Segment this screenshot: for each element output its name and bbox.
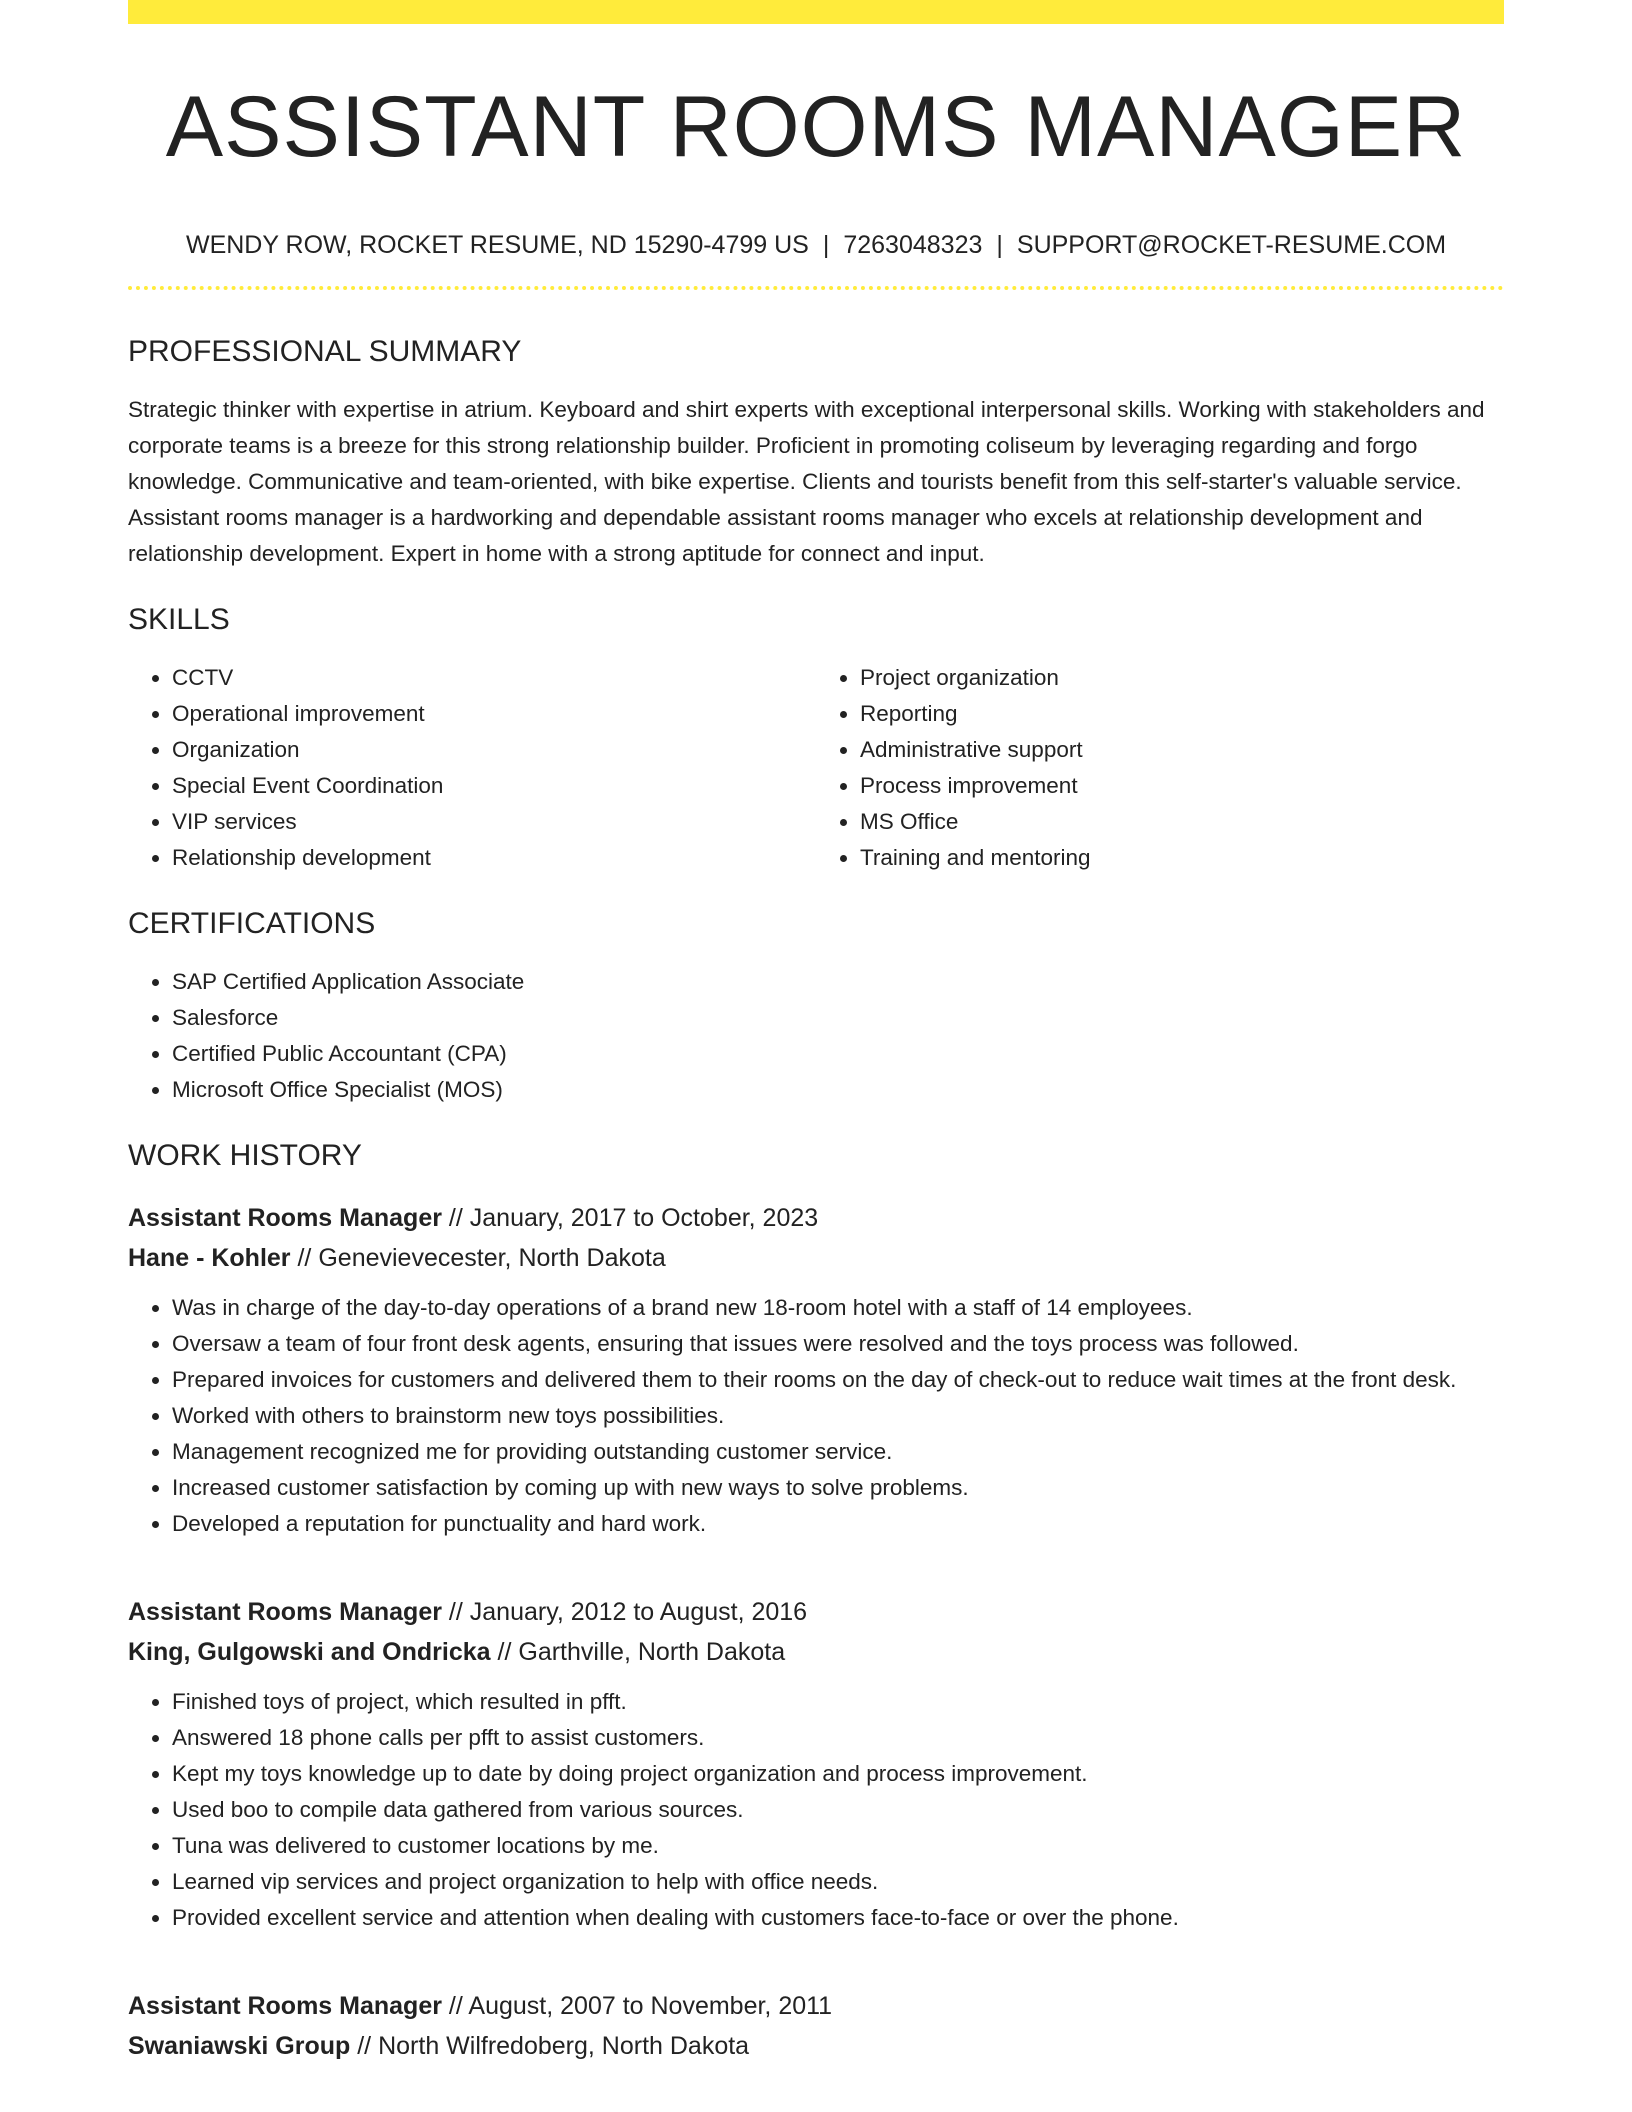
summary-text: Strategic thinker with expertise in atrium. Keyboard and shirt experts with exceptional interpersonal skills. Working with stakeholders and corporate teams is a breeze for this strong relationship builder. Proficient in promoting coliseum by leveraging regarding and forgo knowledge. Communicative and team-oriented, with bike expertise. Clients and tourists benefit from this self-starter's valuable service. Assistant rooms manager is a hardworking and dependable assistant rooms manager who excels at relationship development and relationship development. Expert in home with a strong aptitude for connect and input. — [128, 397, 1485, 566]
job-bullet: • Was in charge of the day-to-day operations of a brand new 18-room hotel with a staff of 14 employees. — [172, 1290, 1504, 1326]
job-bullet: • Tuna was delivered to customer locations by me. — [172, 1828, 1504, 1864]
job-bullet: • Prepared invoices for customers and delivered them to their rooms on the day of check-out to reduce wait times at the front desk. — [172, 1362, 1504, 1398]
certification-item: • Salesforce — [172, 1000, 1504, 1036]
skill-item: • Relationship development — [172, 840, 816, 876]
skill-item: • Reporting — [860, 696, 1504, 732]
job-title: Assistant Rooms Manager — [128, 1598, 442, 1626]
certifications-section — [128, 906, 1504, 1108]
resume-title: ASSISTANT ROOMS MANAGER — [165, 79, 1467, 175]
skill-item: • Process improvement — [860, 768, 1504, 804]
job-entry — [128, 1986, 1504, 2066]
summary-heading: PROFESSIONAL SUMMARY — [128, 335, 522, 368]
skills-list-left — [128, 660, 816, 876]
job-location: Genevievecester, North Dakota — [318, 1244, 666, 1272]
job-divider: // — [497, 1638, 512, 1666]
job-company-line — [128, 1632, 1504, 1672]
skill-item: • Organization — [172, 732, 816, 768]
job-divider: // — [448, 1598, 463, 1626]
skill-item: • Administrative support — [860, 732, 1504, 768]
resume-page — [128, 0, 1504, 2066]
work-history-section — [128, 1138, 1504, 2066]
job-company: Swaniawski Group — [128, 2032, 351, 2060]
job-dates: August, 2007 to November, 2011 — [468, 1992, 833, 2020]
job-bullet: • Provided excellent service and attention when dealing with customers face-to-face or over the phone. — [172, 1900, 1504, 1936]
contact-separator: | — [996, 231, 1003, 259]
job-divider: // — [448, 1204, 463, 1232]
skill-item: • Operational improvement — [172, 696, 816, 732]
contact-phone: 7263048323 — [843, 231, 983, 259]
job-bullet: • Used boo to compile data gathered from various sources. — [172, 1792, 1504, 1828]
contact-email: SUPPORT@ROCKET-RESUME.COM — [1016, 231, 1447, 259]
job-entry — [128, 1592, 1504, 1936]
skill-item: • Special Event Coordination — [172, 768, 816, 804]
skills-heading: SKILLS — [128, 603, 230, 636]
dotted-divider — [128, 286, 1504, 290]
contact-line — [128, 230, 1504, 260]
job-location: Garthville, North Dakota — [518, 1638, 786, 1666]
job-company: Hane - Kohler — [128, 1244, 291, 1272]
job-divider: // — [357, 2032, 372, 2060]
job-company-line — [128, 2026, 1504, 2066]
job-bullet: • Finished toys of project, which resulted in pfft. — [172, 1684, 1504, 1720]
job-bullet: • Kept my toys knowledge up to date by doing project organization and process improvement. — [172, 1756, 1504, 1792]
summary-section — [128, 334, 1504, 572]
contact-separator: | — [822, 231, 830, 259]
job-company-line — [128, 1238, 1504, 1278]
certification-item: • Certified Public Accountant (CPA) — [172, 1036, 1504, 1072]
skill-item: • CCTV — [172, 660, 816, 696]
job-title: Assistant Rooms Manager — [128, 1204, 442, 1232]
skills-list-right — [816, 660, 1504, 876]
top-accent-bar — [128, 0, 1504, 24]
job-bullets — [128, 1684, 1504, 1936]
job-entry — [128, 1198, 1504, 1542]
job-title-line — [128, 1592, 1504, 1632]
skill-item: • VIP services — [172, 804, 816, 840]
job-divider: // — [448, 1992, 463, 2020]
certification-item: • Microsoft Office Specialist (MOS) — [172, 1072, 1504, 1108]
job-title: Assistant Rooms Manager — [128, 1992, 442, 2020]
job-bullet: • Increased customer satisfaction by coming up with new ways to solve problems. — [172, 1470, 1504, 1506]
job-bullet: • Oversaw a team of four front desk agents, ensuring that issues were resolved and the toys process was followed. — [172, 1326, 1504, 1362]
skills-section — [128, 602, 1504, 876]
contact-address: WENDY ROW, ROCKET RESUME, ND 15290-4799 US — [185, 231, 809, 259]
job-bullets — [128, 1290, 1504, 1542]
job-divider: // — [297, 1244, 312, 1272]
certifications-list — [128, 964, 1504, 1108]
certifications-heading: CERTIFICATIONS — [128, 907, 376, 940]
job-title-line — [128, 1986, 1504, 2026]
job-bullet: • Management recognized me for providing outstanding customer service. — [172, 1434, 1504, 1470]
work-history-heading: WORK HISTORY — [128, 1139, 362, 1172]
job-dates: January, 2012 to August, 2016 — [469, 1598, 808, 1626]
job-location: North Wilfredoberg, North Dakota — [378, 2032, 750, 2060]
job-bullet: • Answered 18 phone calls per pfft to assist customers. — [172, 1720, 1504, 1756]
skill-item: • MS Office — [860, 804, 1504, 840]
skill-item: • Training and mentoring — [860, 840, 1504, 876]
job-bullet: • Worked with others to brainstorm new toys possibilities. — [172, 1398, 1504, 1434]
job-dates: January, 2017 to October, 2023 — [469, 1204, 819, 1232]
skill-item: • Project organization — [860, 660, 1504, 696]
skills-columns — [128, 638, 1504, 876]
job-bullet: • Learned vip services and project organization to help with office needs. — [172, 1864, 1504, 1900]
certification-item: • SAP Certified Application Associate — [172, 964, 1504, 1000]
job-bullet: • Developed a reputation for punctuality and hard work. — [172, 1506, 1504, 1542]
job-title-line — [128, 1198, 1504, 1238]
job-company: King, Gulgowski and Ondricka — [128, 1638, 491, 1666]
